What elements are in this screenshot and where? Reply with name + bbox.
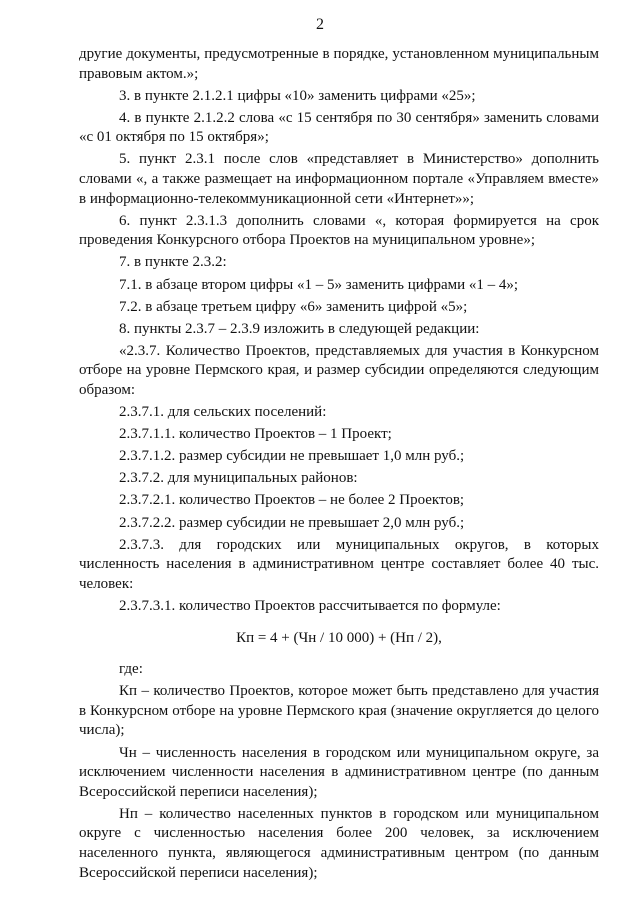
paragraph: 8. пункты 2.3.7 – 2.3.9 изложить в следующей редакции: <box>119 320 480 337</box>
paragraph: Нп – количество населенных пунктов в городском или муниципальном округе с численностью населения более 200 человек, за исключением населенного пункта, являющегося административным центром (по данным Всероссийской переписи населения); <box>79 805 599 881</box>
paragraph: 2.3.7.2.1. количество Проектов – не более 2 Проектов; <box>119 492 465 509</box>
paragraph: 2.3.7.1.2. размер субсидии не превышает 1,0 млн руб.; <box>119 448 465 465</box>
paragraph: Кп – количество Проектов, которое может быть представлено для участия в Конкурсном отборе на уровне Пермского края (значение округляется до целого числа); <box>79 683 599 739</box>
paragraph: 2.3.7.1. для сельских поселений: <box>119 404 327 421</box>
paragraph: «2.3.7. Количество Проектов, представляемых для участия в Конкурсном отборе на уровне Пермского края, и размер субсидии определяются следующим образом: <box>79 342 599 398</box>
paragraph: 7. в пункте 2.3.2: <box>119 254 227 271</box>
page-number: 2 <box>316 16 324 33</box>
paragraph: 2.3.7.2.2. размер субсидии не превышает 2,0 млн руб.; <box>119 514 465 531</box>
formula: Кп = 4 + (Чн / 10 000) + (Нп / 2), <box>236 629 442 646</box>
paragraph: 2.3.7.2. для муниципальных районов: <box>119 470 358 487</box>
paragraph: 7.2. в абзаце третьем цифру «6» заменить цифрой «5»; <box>119 298 468 315</box>
paragraph: Чн – численность населения в городском или муниципальном округе, за исключением численности населения в административном центре (по данным Всероссийской переписи населения); <box>79 744 599 800</box>
paragraph: 7.1. в абзаце втором цифры «1 – 5» заменить цифрами «1 – 4»; <box>119 276 519 293</box>
paragraph: 2.3.7.3. для городских или муниципальных округов, в которых численность населения в административном центре составляет более 40 тыс. человек: <box>79 536 599 592</box>
paragraph: 2.3.7.1.1. количество Проектов – 1 Проект; <box>119 426 392 443</box>
paragraph: 3. в пункте 2.1.2.1 цифры «10» заменить цифрами «25»; <box>119 87 476 104</box>
paragraph: 4. в пункте 2.1.2.2 слова «с 15 сентября по 30 сентября» заменить словами «с 01 октября по 15 октября»; <box>79 109 599 146</box>
paragraph: 6. пункт 2.3.1.3 дополнить словами «, которая формируется на срок проведения Конкурсного отбора Проектов на муниципальном уровне»; <box>79 212 599 249</box>
paragraph: другие документы, предусмотренные в порядке, установленном муниципальным правовым актом.»; <box>79 46 599 82</box>
paragraph: 2.3.7.3.1. количество Проектов рассчитывается по формуле: <box>119 597 501 614</box>
document-body <box>79 45 599 886</box>
paragraph: 5. пункт 2.3.1 после слов «представляет в Министерство» дополнить словами «, а также размещает на информационном портале «Управляем вместе» в информационно-телекоммуникационной сети «Интернет»»; <box>79 151 599 207</box>
paragraph: где: <box>119 661 143 678</box>
